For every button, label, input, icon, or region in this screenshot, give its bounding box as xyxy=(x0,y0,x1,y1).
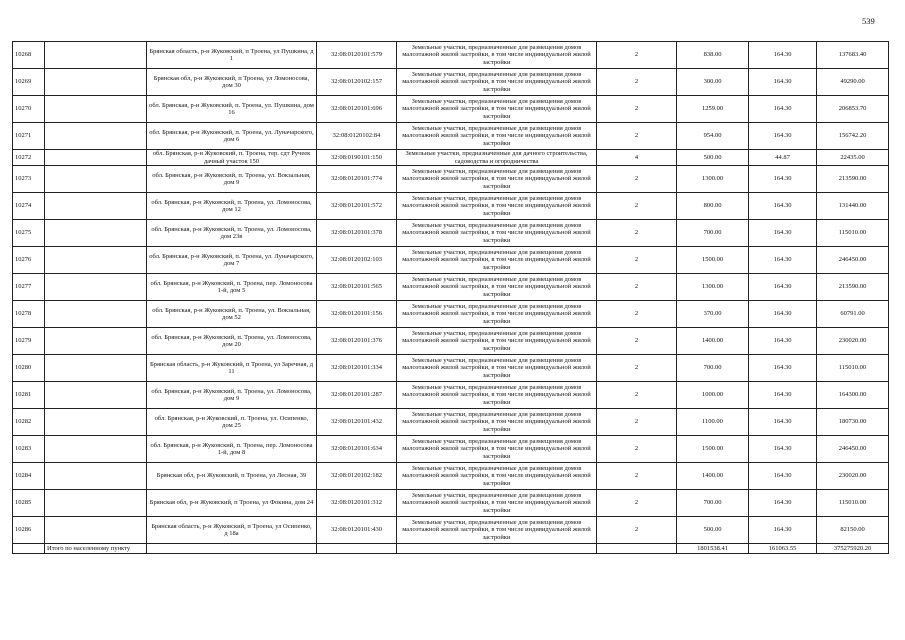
cadastral-number-cell: 32:08:0120101:579 xyxy=(317,42,397,69)
table-row xyxy=(13,409,889,436)
row-number-cell: 10271 xyxy=(13,123,45,150)
land-use-cell: Земельные участки, предназначенные для размещения домов малоэтажной жилой застройки, в том числе индивидуальной жилой застройки xyxy=(397,463,597,490)
group-cell: 2 xyxy=(597,328,677,355)
row-number-cell: 10274 xyxy=(13,193,45,220)
address-cell: Брянская обл, р-н Жуковский, п Троена, ул Фокина, дом 24 xyxy=(147,490,317,517)
address-cell: обл. Брянская, р-н Жуковский, п. Троена, пер. Ломоносова 1-й, дом 5 xyxy=(147,274,317,301)
address-cell: обл. Брянская, р-н Жуковский, п. Троена, тер. сдт Ручеек дачный участок 150 xyxy=(147,150,317,166)
cadastral-value-cell: 180730.00 xyxy=(817,409,889,436)
table-row xyxy=(13,247,889,274)
cadastral-number-cell: 32:08:0120101:430 xyxy=(317,517,397,544)
table-row xyxy=(13,123,889,150)
cadastral-value-cell: 137683.40 xyxy=(817,42,889,69)
area-cell: 1400.00 xyxy=(677,328,749,355)
total-empty-cell xyxy=(597,544,677,554)
cadastral-value-cell: 115010.00 xyxy=(817,220,889,247)
land-use-cell: Земельные участки, предназначенные для размещения домов малоэтажной жилой застройки, в том числе индивидуальной жилой застройки xyxy=(397,166,597,193)
rate-cell: 164.30 xyxy=(749,166,817,193)
cadastral-number-cell: 32:08:0120101:696 xyxy=(317,96,397,123)
group-cell: 2 xyxy=(597,193,677,220)
area-cell: 1100.00 xyxy=(677,409,749,436)
spacer-cell xyxy=(45,193,147,220)
cadastral-number-cell: 32:08:0120101:334 xyxy=(317,355,397,382)
rate-cell: 164.30 xyxy=(749,463,817,490)
total-rate: 161063.55 xyxy=(749,544,817,554)
group-cell: 2 xyxy=(597,463,677,490)
cadastral-number-cell: 32:08:0120101:565 xyxy=(317,274,397,301)
spacer-cell xyxy=(45,247,147,274)
row-number-cell: 10270 xyxy=(13,96,45,123)
group-cell: 2 xyxy=(597,274,677,301)
row-number-cell: 10278 xyxy=(13,301,45,328)
total-spacer-cell xyxy=(13,544,45,554)
land-use-cell: Земельные участки, предназначенные для размещения домов малоэтажной жилой застройки, в том числе индивидуальной жилой застройки xyxy=(397,193,597,220)
cadastral-number-cell: 32:08:0120102:157 xyxy=(317,69,397,96)
group-cell: 2 xyxy=(597,436,677,463)
table-row xyxy=(13,166,889,193)
area-cell: 838.00 xyxy=(677,42,749,69)
group-cell: 2 xyxy=(597,166,677,193)
total-empty-cell xyxy=(397,544,597,554)
row-number-cell: 10273 xyxy=(13,166,45,193)
cadastral-number-cell: 32:08:0120101:312 xyxy=(317,490,397,517)
table-row xyxy=(13,220,889,247)
table-row xyxy=(13,42,889,69)
group-cell: 2 xyxy=(597,69,677,96)
cadastral-value-cell: 164300.00 xyxy=(817,382,889,409)
land-use-cell: Земельные участки, предназначенные для размещения домов малоэтажной жилой застройки, в том числе индивидуальной жилой застройки xyxy=(397,382,597,409)
cadastral-value-cell: 115010.00 xyxy=(817,355,889,382)
spacer-cell xyxy=(45,409,147,436)
area-cell: 1300.00 xyxy=(677,166,749,193)
group-cell: 2 xyxy=(597,42,677,69)
row-number-cell: 10276 xyxy=(13,247,45,274)
area-cell: 1300.00 xyxy=(677,274,749,301)
total-value: 375275920.20 xyxy=(817,544,889,554)
address-cell: обл. Брянская, р-н Жуковский, п. Троена, ул. Вокзальная, дом 9 xyxy=(147,166,317,193)
area-cell: 1400.00 xyxy=(677,463,749,490)
group-cell: 2 xyxy=(597,490,677,517)
spacer-cell xyxy=(45,220,147,247)
land-use-cell: Земельные участки, предназначенные для размещения домов малоэтажной жилой застройки, в том числе индивидуальной жилой застройки xyxy=(397,123,597,150)
address-cell: обл. Брянская, р-н Жуковский, п. Троена, ул. Ломоносова, дом 12 xyxy=(147,193,317,220)
rate-cell: 164.30 xyxy=(749,382,817,409)
group-cell: 2 xyxy=(597,517,677,544)
cadastral-value-cell: 115010.00 xyxy=(817,490,889,517)
row-number-cell: 10279 xyxy=(13,328,45,355)
spacer-cell xyxy=(45,355,147,382)
cadastral-number-cell: 32:08:0120101:287 xyxy=(317,382,397,409)
cadastral-value-cell: 246450.00 xyxy=(817,436,889,463)
rate-cell: 164.30 xyxy=(749,42,817,69)
rate-cell: 44.87 xyxy=(749,150,817,166)
total-label: Итого по населенному пункту xyxy=(45,544,147,554)
spacer-cell xyxy=(45,382,147,409)
address-cell: обл. Брянская, р-н Жуковский, п. Троена, ул. Вокзальная, дом 52 xyxy=(147,301,317,328)
cadastral-value-cell: 230020.00 xyxy=(817,328,889,355)
rate-cell: 164.30 xyxy=(749,69,817,96)
rate-cell: 164.30 xyxy=(749,328,817,355)
area-cell: 700.00 xyxy=(677,220,749,247)
address-cell: обл. Брянская, р-н Жуковский, п. Троена, пер. Ломоносова 1-й, дом 8 xyxy=(147,436,317,463)
spacer-cell xyxy=(45,96,147,123)
spacer-cell xyxy=(45,166,147,193)
land-use-cell: Земельные участки, предназначенные для размещения домов малоэтажной жилой застройки, в том числе индивидуальной жилой застройки xyxy=(397,42,597,69)
area-cell: 800.00 xyxy=(677,193,749,220)
land-use-cell: Земельные участки, предназначенные для размещения домов малоэтажной жилой застройки, в том числе индивидуальной жилой застройки xyxy=(397,517,597,544)
rate-cell: 164.30 xyxy=(749,301,817,328)
area-cell: 500.00 xyxy=(677,150,749,166)
address-cell: Брянская область, р-н Жуковский, п Троена, ул Осипенко, д 18а xyxy=(147,517,317,544)
rate-cell: 164.30 xyxy=(749,220,817,247)
rate-cell: 164.30 xyxy=(749,274,817,301)
cadastral-value-cell: 213590.00 xyxy=(817,166,889,193)
address-cell: Брянская обл, р-н Жуковский, п Троена, ул Лесная, 39 xyxy=(147,463,317,490)
cadastral-number-cell: 32:08:0190101:150 xyxy=(317,150,397,166)
total-empty-cell xyxy=(317,544,397,554)
address-cell: обл. Брянская, р-н Жуковский, п. Троена, ул. Ломоносова, дом 9 xyxy=(147,382,317,409)
rate-cell: 164.30 xyxy=(749,355,817,382)
row-number-cell: 10282 xyxy=(13,409,45,436)
group-cell: 2 xyxy=(597,409,677,436)
spacer-cell xyxy=(45,274,147,301)
rate-cell: 164.30 xyxy=(749,193,817,220)
spacer-cell xyxy=(45,436,147,463)
total-area: 1801538.41 xyxy=(677,544,749,554)
area-cell: 700.00 xyxy=(677,355,749,382)
area-cell: 954.00 xyxy=(677,123,749,150)
land-use-cell: Земельные участки, предназначенные для размещения домов малоэтажной жилой застройки, в том числе индивидуальной жилой застройки xyxy=(397,96,597,123)
total-empty-cell xyxy=(147,544,317,554)
land-use-cell: Земельные участки, предназначенные для дачного строительства, садоводства и огородничества xyxy=(397,150,597,166)
rate-cell: 164.30 xyxy=(749,490,817,517)
row-number-cell: 10269 xyxy=(13,69,45,96)
group-cell: 2 xyxy=(597,382,677,409)
spacer-cell xyxy=(45,517,147,544)
row-number-cell: 10272 xyxy=(13,150,45,166)
address-cell: обл. Брянская, р-н Жуковский, п. Троена, ул. Ломоносова, дом 20 xyxy=(147,328,317,355)
table-row xyxy=(13,69,889,96)
area-cell: 1259.00 xyxy=(677,96,749,123)
cadastral-number-cell: 32:08:0120101:634 xyxy=(317,436,397,463)
land-use-cell: Земельные участки, предназначенные для размещения домов малоэтажной жилой застройки, в том числе индивидуальной жилой застройки xyxy=(397,220,597,247)
table-row xyxy=(13,328,889,355)
spacer-cell xyxy=(45,123,147,150)
group-cell: 2 xyxy=(597,301,677,328)
cadastral-value-cell: 213590.00 xyxy=(817,274,889,301)
table-row xyxy=(13,150,889,166)
row-number-cell: 10285 xyxy=(13,490,45,517)
group-cell: 4 xyxy=(597,150,677,166)
rate-cell: 164.30 xyxy=(749,436,817,463)
spacer-cell xyxy=(45,490,147,517)
cadastral-number-cell: 32:08:0120102:103 xyxy=(317,247,397,274)
cadastral-number-cell: 32:08:0120101:572 xyxy=(317,193,397,220)
rate-cell: 164.30 xyxy=(749,247,817,274)
area-cell: 1500.00 xyxy=(677,247,749,274)
cadastral-value-cell: 131440.00 xyxy=(817,193,889,220)
spacer-cell xyxy=(45,69,147,96)
cadastral-number-cell: 32:08:0120102:182 xyxy=(317,463,397,490)
group-cell: 2 xyxy=(597,247,677,274)
rate-cell: 164.30 xyxy=(749,96,817,123)
cadastral-value-cell: 22435.00 xyxy=(817,150,889,166)
table-row xyxy=(13,490,889,517)
cadastral-value-cell: 246450.00 xyxy=(817,247,889,274)
cadastral-value-cell: 156742.20 xyxy=(817,123,889,150)
table-body xyxy=(13,42,889,554)
cadastral-number-cell: 32:08:0120102:84 xyxy=(317,123,397,150)
row-number-cell: 10280 xyxy=(13,355,45,382)
rate-cell: 164.30 xyxy=(749,517,817,544)
cadastral-number-cell: 32:08:0120101:378 xyxy=(317,220,397,247)
row-number-cell: 10268 xyxy=(13,42,45,69)
cadastral-value-cell: 49290.00 xyxy=(817,69,889,96)
row-number-cell: 10281 xyxy=(13,382,45,409)
group-cell: 2 xyxy=(597,123,677,150)
address-cell: обл. Брянская, р-н Жуковский, п. Троена, ул. Ломоносова, дом 23в xyxy=(147,220,317,247)
table-row xyxy=(13,274,889,301)
area-cell: 370.00 xyxy=(677,301,749,328)
address-cell: обл. Брянская, р-н Жуковский, п. Троена, ул. Осипенко, дом 25 xyxy=(147,409,317,436)
cadastral-number-cell: 32:08:0120101:774 xyxy=(317,166,397,193)
cadastral-value-cell: 230020.00 xyxy=(817,463,889,490)
row-number-cell: 10286 xyxy=(13,517,45,544)
land-use-cell: Земельные участки, предназначенные для размещения домов малоэтажной жилой застройки, в том числе индивидуальной жилой застройки xyxy=(397,436,597,463)
cadastral-number-cell: 32:08:0120101:432 xyxy=(317,409,397,436)
cadastral-number-cell: 32:08:0120101:156 xyxy=(317,301,397,328)
group-cell: 2 xyxy=(597,355,677,382)
row-number-cell: 10284 xyxy=(13,463,45,490)
land-use-cell: Земельные участки, предназначенные для размещения домов малоэтажной жилой застройки, в том числе индивидуальной жилой застройки xyxy=(397,69,597,96)
spacer-cell xyxy=(45,42,147,69)
land-use-cell: Земельные участки, предназначенные для размещения домов малоэтажной жилой застройки, в том числе индивидуальной жилой застройки xyxy=(397,328,597,355)
land-use-cell: Земельные участки, предназначенные для размещения домов малоэтажной жилой застройки, в том числе индивидуальной жилой застройки xyxy=(397,274,597,301)
row-number-cell: 10275 xyxy=(13,220,45,247)
total-row xyxy=(13,544,889,554)
table-row xyxy=(13,382,889,409)
row-number-cell: 10283 xyxy=(13,436,45,463)
cadastral-value-cell: 82150.00 xyxy=(817,517,889,544)
group-cell: 2 xyxy=(597,96,677,123)
cadastral-value-cell: 206853.70 xyxy=(817,96,889,123)
address-cell: Брянская обл, р-н Жуковский, п Троена, ул Ломоносова, дом 30 xyxy=(147,69,317,96)
cadastral-number-cell: 32:08:0120101:376 xyxy=(317,328,397,355)
area-cell: 300.00 xyxy=(677,69,749,96)
address-cell: Брянская область, р-н Жуковский, п Троена, ул Пушкина, д 1 xyxy=(147,42,317,69)
spacer-cell xyxy=(45,463,147,490)
row-number-cell: 10277 xyxy=(13,274,45,301)
area-cell: 700.00 xyxy=(677,490,749,517)
page-number: 539 xyxy=(862,16,875,26)
table-row xyxy=(13,301,889,328)
group-cell: 2 xyxy=(597,220,677,247)
cadastral-value-cell: 60791.00 xyxy=(817,301,889,328)
land-use-cell: Земельные участки, предназначенные для размещения домов малоэтажной жилой застройки, в том числе индивидуальной жилой застройки xyxy=(397,490,597,517)
address-cell: обл. Брянская, р-н Жуковский, п. Троена, ул. Луначарского, дом 6 xyxy=(147,123,317,150)
spacer-cell xyxy=(45,150,147,166)
area-cell: 1500.00 xyxy=(677,436,749,463)
area-cell: 1000.00 xyxy=(677,382,749,409)
land-use-cell: Земельные участки, предназначенные для размещения домов малоэтажной жилой застройки, в том числе индивидуальной жилой застройки xyxy=(397,247,597,274)
rate-cell: 164.30 xyxy=(749,123,817,150)
land-use-cell: Земельные участки, предназначенные для размещения домов малоэтажной жилой застройки, в том числе индивидуальной жилой застройки xyxy=(397,409,597,436)
table-row xyxy=(13,463,889,490)
spacer-cell xyxy=(45,301,147,328)
address-cell: обл. Брянская, р-н Жуковский, п. Троена, ул. Пушкина, дом 16 xyxy=(147,96,317,123)
table-row xyxy=(13,96,889,123)
land-use-cell: Земельные участки, предназначенные для размещения домов малоэтажной жилой застройки, в том числе индивидуальной жилой застройки xyxy=(397,355,597,382)
rate-cell: 164.30 xyxy=(749,409,817,436)
table-row xyxy=(13,355,889,382)
spacer-cell xyxy=(45,328,147,355)
address-cell: Брянская область, р-н Жуковский, п Троена, ул Заречная, д 11 xyxy=(147,355,317,382)
address-cell: обл. Брянская, р-н Жуковский, п. Троена, ул. Луначарского, дом 7 xyxy=(147,247,317,274)
land-registry-table xyxy=(12,41,889,554)
table-row xyxy=(13,193,889,220)
land-use-cell: Земельные участки, предназначенные для размещения домов малоэтажной жилой застройки, в том числе индивидуальной жилой застройки xyxy=(397,301,597,328)
area-cell: 500.00 xyxy=(677,517,749,544)
table-row xyxy=(13,436,889,463)
table-row xyxy=(13,517,889,544)
